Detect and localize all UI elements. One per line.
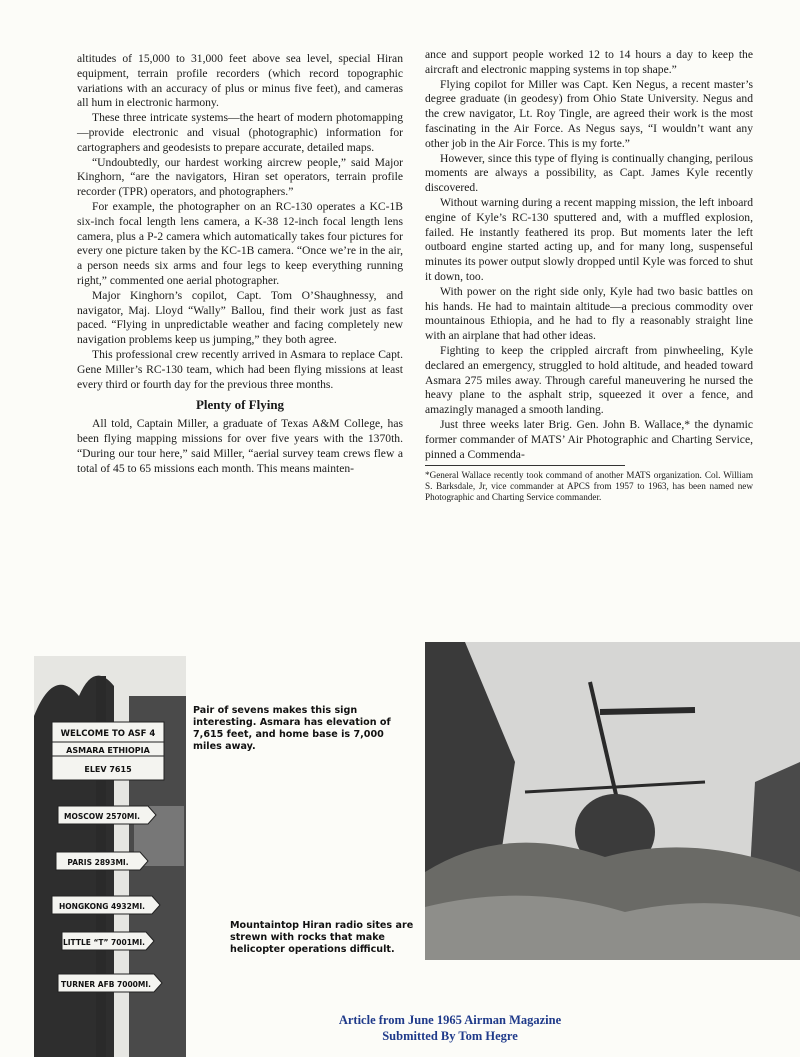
paragraph: These three intricate systems—the heart of modern photomapping—provide electronic and visual (photographic) information for cartographers and geodesists to prepare accurate, detailed maps. <box>77 111 403 154</box>
paragraph: With power on the right side only, Kyle had two basic battles on his hands. He had to maintain altitude—a precious commodity over mountainous Ethiopia, and he had to fly a reasonably straight line with an airplane that had other ideas. <box>425 284 753 343</box>
sign-photo-caption: Pair of sevens makes this sign interesting. Asmara has elevation of 7,615 feet, and home base is 7,000 miles away. <box>193 705 391 752</box>
section-heading: Plenty of Flying <box>195 397 285 413</box>
paragraph: For example, the photographer on an RC-130 operates a KC-1B six-inch focal length lens camera, a K-38 12-inch focal length lens camera, plus a P-2 camera which automatically takes four pictures for every one picture taken by the KC-1B camera. “Once we’re in the air, a person needs six arms and four legs to keep everything running right,” commented one aerial photographer. <box>77 199 403 287</box>
paragraph: Fighting to keep the crippled aircraft from pinwheeling, Kyle declared an emergency, struggled to hold altitude, and headed toward Asmara 275 miles away. Through careful maneuvering he nursed the heavy plane to the asphalt strip, squeezed it over a fence, and amazingly managed a smooth landing. <box>425 343 753 417</box>
paragraph: Just three weeks later Brig. Gen. John B. Wallace,* the dynamic former commander of MATS’ Air Photographic and Charting Service, pinned a Commenda- <box>425 417 753 461</box>
sign-arrow-moscow: MOSCOW 2570MI. <box>64 812 140 821</box>
sign-place: ASMARA ETHIOPIA <box>66 746 150 755</box>
paragraph: ance and support people worked 12 to 14 hours a day to keep the aircraft and electronic mapping systems in top shape.” <box>425 48 753 76</box>
submitter-credit: Submitted By Tom Hegre <box>382 1029 518 1043</box>
paragraph: Without warning during a recent mapping mission, the left inboard engine of Kyle’s RC-130 sputtered and, with a muffled explosion, failed. He instantly feathered its prop. But moments later the left outboard engine started acting up, and for many long, suspenseful minutes its power output slowly dropped until Kyle was forced to shut it down, too. <box>425 195 753 283</box>
paragraph: This professional crew recently arrived in Asmara to replace Capt. Gene Miller’s RC-130 team, which had been flying missions at least every third or fourth day for the previous three months. <box>77 347 403 391</box>
sign-welcome: WELCOME TO ASF 4 <box>60 729 156 739</box>
paragraph: “Undoubtedly, our hardest working aircrew people,” said Major Kinghorn, “are the navigators, Hiran set operators, terrain profile recorder (TPR) operators, and photographers.” <box>77 155 403 199</box>
helicopter-photo-caption: Mountaintop Hiran radio sites are strewn with rocks that make helicopter operations difficult. <box>230 920 414 955</box>
paragraph: All told, Captain Miller, a graduate of Texas A&M College, has been flying mapping missions for over five years with the 1370th. “During our tour here,” said Miller, “aerial survey team crews flew a total of 45 to 65 missions each month. This means mainten- <box>77 417 403 475</box>
sign-elevation: ELEV 7615 <box>84 765 132 774</box>
paragraph: Flying copilot for Miller was Capt. Ken Negus, a recent master’s degree graduate (in geodesy) from Ohio State University. Negus and the crew navigator, Lt. Roy Tingle, are agreed their work is the most fascinating in the Air Force. As Negus says, “I wouldn’t want any other job in the Air Force. This is my forte.” <box>425 77 753 150</box>
signpost-illustration <box>34 656 186 1057</box>
helicopter-photo <box>425 642 800 960</box>
sign-arrow-hongkong: HONGKONG 4932MI. <box>59 902 145 911</box>
article-left-column <box>77 52 403 476</box>
article-source-credit: Article from June 1965 Airman Magazine <box>338 1013 562 1027</box>
sign-arrow-paris: PARIS 2893MI. <box>67 858 129 867</box>
paragraph: altitudes of 15,000 to 31,000 feet above sea level, special Hiran equipment, terrain profile recorders (which record topographic variations with an accuracy of plus or minus five feet), and cameras all hum in electronic harmony. <box>77 52 403 110</box>
sign-arrow-little-t: LITTLE “T” 7001MI. <box>62 938 146 947</box>
footnote: *General Wallace recently took command of another MATS organization. Col. William S. Barksdale, Jr, vice commander at APCS from 1957 to 1963, has been named new Photographic and Charting Service commander. <box>425 470 753 503</box>
paragraph: However, since this type of flying is continually changing, perilous moments are always a possibility, as Capt. James Kyle recently discovered. <box>425 151 753 195</box>
footnote-rule <box>425 465 625 466</box>
helicopter-illustration <box>425 642 800 960</box>
paragraph: Major Kinghorn’s copilot, Capt. Tom O’Shaughnessy, and navigator, Maj. Lloyd “Wally” Ballou, find their work just as fast paced. “Flying in unpredictable weather and facing completely new navigation problems keep us jumping,” they both agree. <box>77 288 403 347</box>
article-right-column <box>425 48 753 503</box>
signpost-photo <box>34 656 186 1057</box>
sign-arrow-turner: TURNER AFB 7000MI. <box>61 980 151 989</box>
